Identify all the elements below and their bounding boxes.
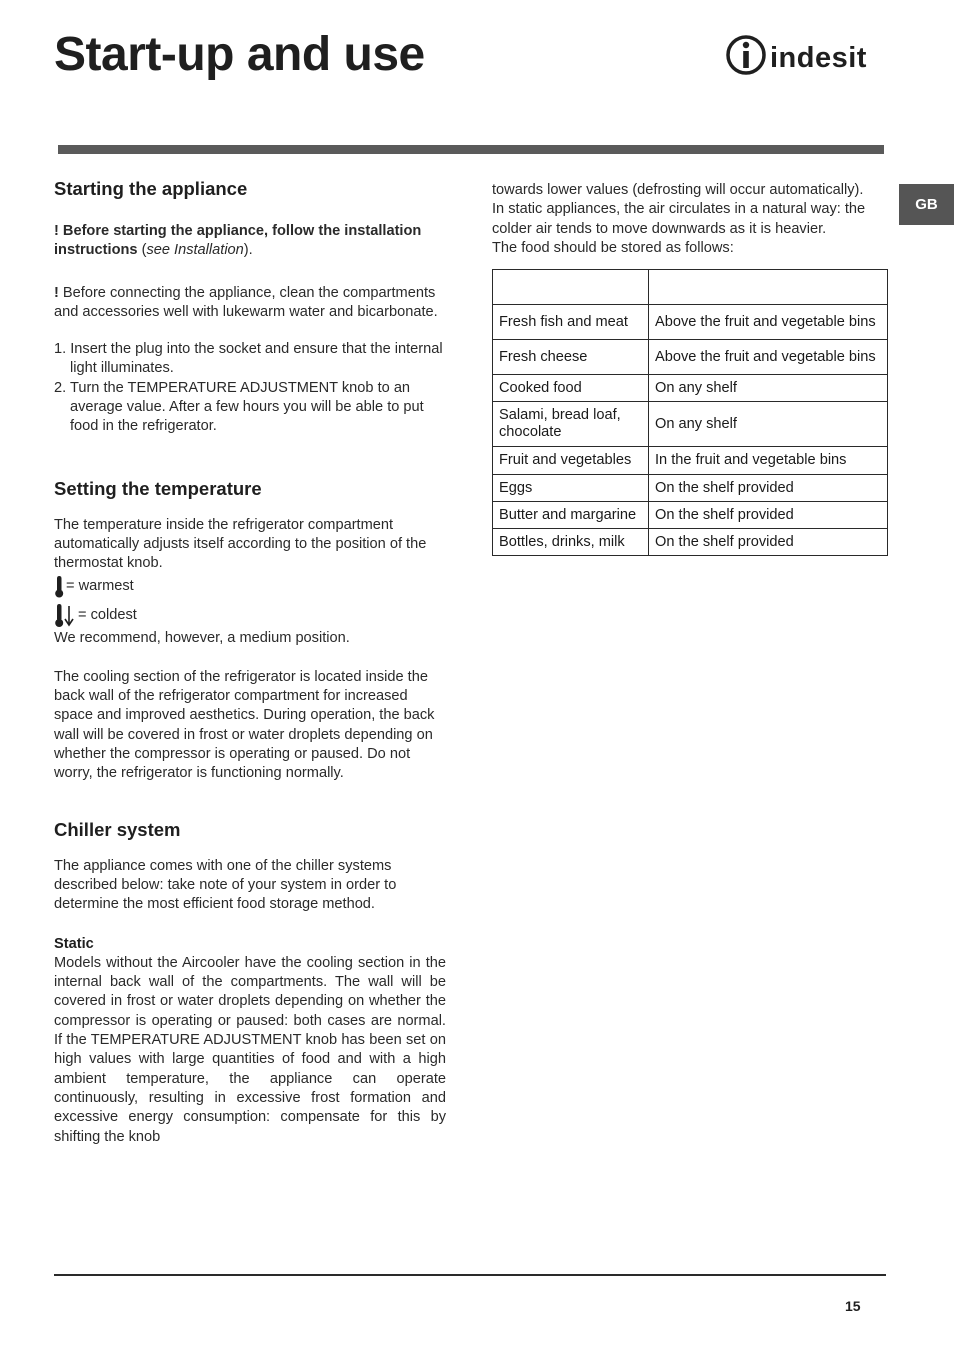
table-row (493, 305, 888, 340)
food-cell: Bottles, drinks, milk (493, 529, 649, 556)
table-row (493, 447, 888, 475)
location-cell: On any shelf (649, 375, 888, 402)
chiller-intro: The appliance comes with one of the chiller systems described below: take note of your system in order to determine the most efficient food storage method. (54, 857, 397, 913)
indesit-logo (726, 32, 888, 78)
temperature-heading: Setting the temperature (54, 477, 262, 499)
location-cell: On the shelf provided (649, 529, 888, 556)
left-column (54, 176, 446, 1147)
coldest-label: = coldest (78, 606, 137, 623)
startup-steps (54, 340, 446, 436)
table-row (493, 502, 888, 529)
location-cell: On any shelf (649, 402, 888, 447)
cleaning-warning-mark: ! (54, 284, 59, 301)
table-row (493, 375, 888, 402)
installation-warning (54, 222, 446, 261)
storage-intro: The food should be stored as follows: (492, 239, 734, 256)
footer-rule (54, 1274, 886, 1276)
thermometer-warm-icon (54, 575, 66, 599)
static-text: Models without the Aircooler have the cooling section in the internal back wall of the compartments. The wall will be covered in frost or water droplets depending on whether the compressor is operating or paused: both cases are normal. If the TEMPERATURE ADJUSTMENT knob has been set on high values with large quantities of food and with a high ambient temperature, the appliance can operate continuously, resulting in excessive frost formation and excessive energy consumption: compensate for this by shifting the knob (54, 954, 446, 1145)
table-row (493, 340, 888, 375)
page-title: Start-up and use (54, 28, 425, 81)
installation-warning-bold: ! Before starting the appliance, follow the installation instructions (54, 223, 422, 259)
table-cell (649, 270, 888, 305)
installation-reference: see Installation (146, 242, 244, 259)
coldest-legend (54, 603, 446, 629)
location-cell: Above the fruit and vegetable bins (649, 340, 888, 375)
location-cell: Above the fruit and vegetable bins (649, 305, 888, 340)
chiller-heading: Chiller system (54, 818, 181, 840)
cleaning-warning (54, 284, 446, 323)
food-cell: Butter and margarine (493, 502, 649, 529)
brand-wordmark: indesit (770, 42, 867, 74)
warmest-label: = warmest (66, 577, 134, 594)
indesit-logo-icon (726, 32, 888, 78)
table-cell (493, 270, 649, 305)
food-storage-table (492, 269, 888, 556)
step-item: 2. Turn the TEMPERATURE ADJUSTMENT knob to an average value. After a few hours you will be able to put food in the refrigerator. (54, 379, 424, 435)
right-column (492, 181, 888, 556)
cleaning-warning-text: Before connecting the appliance, clean the compartments and accessories well with lukewarm water and bicarbonate. (54, 284, 438, 320)
table-row (493, 529, 888, 556)
temperature-intro: The temperature inside the refrigerator compartment automatically adjusts itself according to the position of the thermostat knob. (54, 516, 427, 572)
paren-close: ). (243, 242, 253, 259)
recommendation-text: We recommend, however, a medium position. (54, 629, 350, 646)
static-air-text: In static appliances, the air circulates in a natural way: the colder air tends to move downwards as it is heavier. (492, 201, 866, 237)
table-row (493, 402, 888, 447)
warmest-legend (54, 574, 446, 600)
location-cell: In the fruit and vegetable bins (649, 447, 888, 475)
static-heading: Static (54, 935, 94, 952)
paren-open: ( (137, 242, 147, 259)
food-cell: Fresh cheese (493, 340, 649, 375)
location-cell: On the shelf provided (649, 502, 888, 529)
header-rule (58, 145, 884, 154)
table-row (493, 475, 888, 502)
thermometer-cold-icon (54, 603, 78, 629)
food-cell: Eggs (493, 475, 649, 502)
page-number: 15 (845, 1298, 861, 1314)
starting-heading: Starting the appliance (54, 178, 248, 199)
table-header-row (493, 270, 888, 305)
location-cell: On the shelf provided (649, 475, 888, 502)
language-tab: GB (899, 184, 954, 225)
food-cell: Fresh fish and meat (493, 305, 649, 340)
static-continued: towards lower values (defrosting will occur automatically). (492, 182, 864, 198)
food-cell: Cooked food (493, 375, 649, 402)
cooling-section-text: The cooling section of the refrigerator is located inside the back wall of the refrigerator compartment for increased space and improved aesthetics. During operation, the back wall will be covered in frost or water droplets depending on whether the compressor is operating or paused. Do not worry, the refrigerator is functioning normally. (54, 668, 435, 782)
step-item: 1. Insert the plug into the socket and ensure that the internal light illuminates. (54, 341, 443, 377)
food-cell: Fruit and vegetables (493, 447, 649, 475)
food-cell: Salami, bread loaf, chocolate (493, 402, 649, 447)
